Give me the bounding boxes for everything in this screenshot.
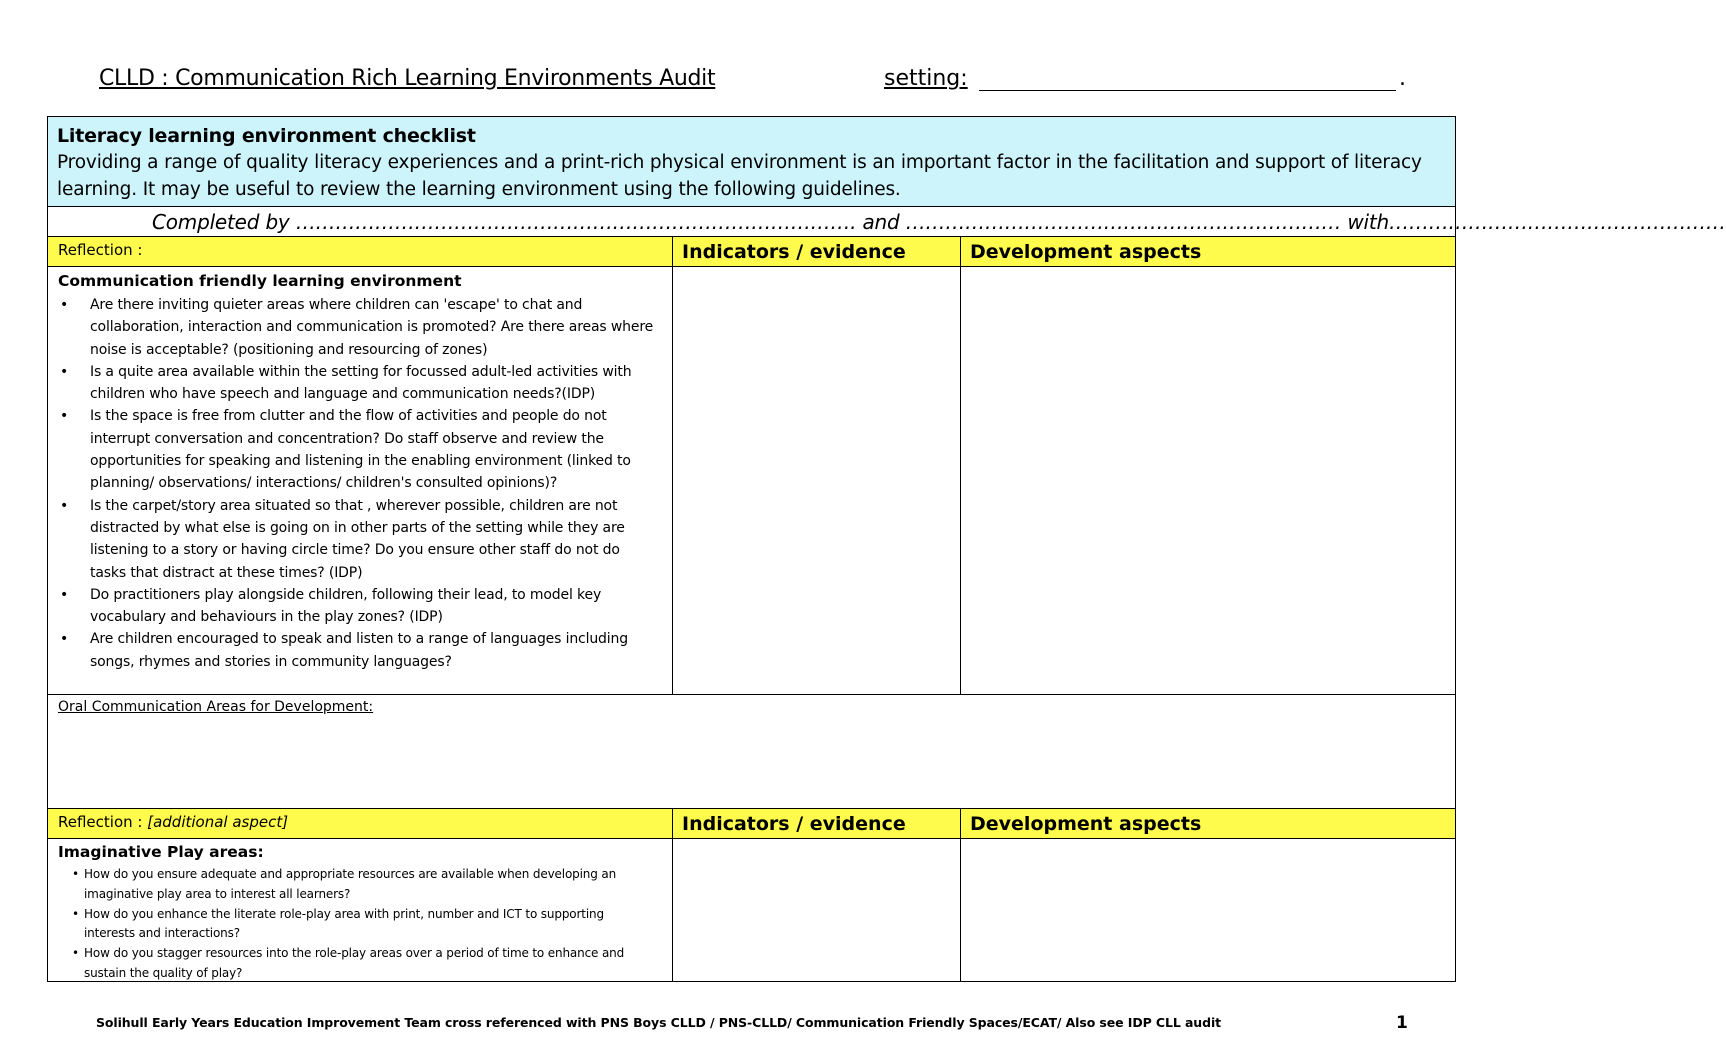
- section2-heading: Imaginative Play areas:: [58, 843, 264, 861]
- indicators-header: Indicators / evidence: [682, 813, 906, 835]
- list-item: • Is a quite area available within the setting for focussed adult-led activities with children who have speech and language and communication needs?(IDP): [58, 361, 658, 406]
- list-item: • Is the carpet/story area situated so that , wherever possible, children are not distracted by what else is going on in other parts of the setting while they are listening to a story or having circle time? Do you ensure other staff do not do tasks that distract at these times? (IDP): [58, 495, 658, 584]
- oral-communication-label: Oral Communication Areas for Development:: [58, 699, 374, 715]
- column-divider: [960, 809, 961, 838]
- completed-by-text: Completed by …………………………………………………………………………. and ………………………………………………………… with……………………………………………: [152, 210, 1726, 234]
- checklist-table: [47, 116, 1726, 982]
- reflection-label: Reflection :: [58, 241, 143, 259]
- column-divider: [672, 237, 673, 266]
- intro-heading: Literacy learning environment checklist: [57, 125, 476, 147]
- intro-body: Providing a range of quality literacy experiences and a print-rich physical environment is an important factor in the facilitation and support of literacy learning. It may be useful to review the learning environment using the following guidelines.: [57, 152, 1422, 200]
- footer-reference: Solihull Early Years Education Improvement Team cross referenced with PNS Boys CLLD / PNS-CLLD/ Communication Friendly Spaces/ECAT/ Also see IDP CLL audit: [96, 1015, 1222, 1030]
- list-item: • Is the space is free from clutter and the flow of activities and people do not interrupt conversation and concentration? Do staff observe and review the opportunities for speaking and listening in the enabling environment (linked to planning/ observations/ interactions/ children's consulted opinions)?: [58, 405, 658, 494]
- document-title: CLLD : Communication Rich Learning Environments Audit: [99, 66, 716, 91]
- list-item: • How do you stagger resources into the role-play areas over a period of time to enhance and sustain the quality of play?: [58, 944, 658, 984]
- section2-bullet-list: [58, 865, 658, 984]
- list-item: • Do practitioners play alongside children, following their lead, to model key vocabulary and behaviours in the play zones? (IDP): [58, 584, 658, 629]
- page-number: 1: [1396, 1013, 1408, 1033]
- intro-panel: [48, 117, 1455, 207]
- setting-label: setting:: [884, 66, 968, 91]
- section1-content-row: [48, 267, 1455, 695]
- column-divider: [672, 809, 673, 838]
- section1-header-row: [48, 237, 1455, 267]
- section1-bullet-list: [58, 294, 658, 673]
- column-divider: [672, 839, 673, 981]
- column-divider: [960, 267, 961, 694]
- setting-end-dot: .: [1399, 66, 1406, 91]
- development-header: Development aspects: [970, 813, 1202, 835]
- reflection-additional-aspect: [additional aspect]: [147, 813, 289, 831]
- indicators-header: Indicators / evidence: [682, 241, 906, 263]
- list-item: • How do you ensure adequate and appropriate resources are available when developing an imaginative play area to interest all learners?: [58, 865, 658, 905]
- list-item: • How do you enhance the literate role-play area with print, number and ICT to supporting interests and interactions?: [58, 905, 658, 945]
- column-divider: [672, 267, 673, 694]
- section1-heading: Communication friendly learning environment: [58, 272, 462, 290]
- list-item: • Are children encouraged to speak and listen to a range of languages including songs, rhymes and stories in community languages?: [58, 628, 658, 673]
- column-divider: [960, 237, 961, 266]
- reflection-label-text: Reflection :: [58, 813, 148, 831]
- column-divider: [960, 839, 961, 981]
- setting-blank-line: [979, 90, 1396, 91]
- section2-header-row: [48, 809, 1455, 839]
- oral-communication-row: [48, 695, 1455, 809]
- development-header: Development aspects: [970, 241, 1202, 263]
- document-title-line: [99, 66, 1409, 96]
- list-item: • Are there inviting quieter areas where children can 'escape' to chat and collaboration, interaction and communication is promoted? Are there areas where noise is acceptable? (positioning and resourcing of zones): [58, 294, 658, 361]
- section2-content-row: [48, 839, 1455, 981]
- completed-by-row: [48, 207, 1726, 237]
- reflection-label: [58, 813, 288, 831]
